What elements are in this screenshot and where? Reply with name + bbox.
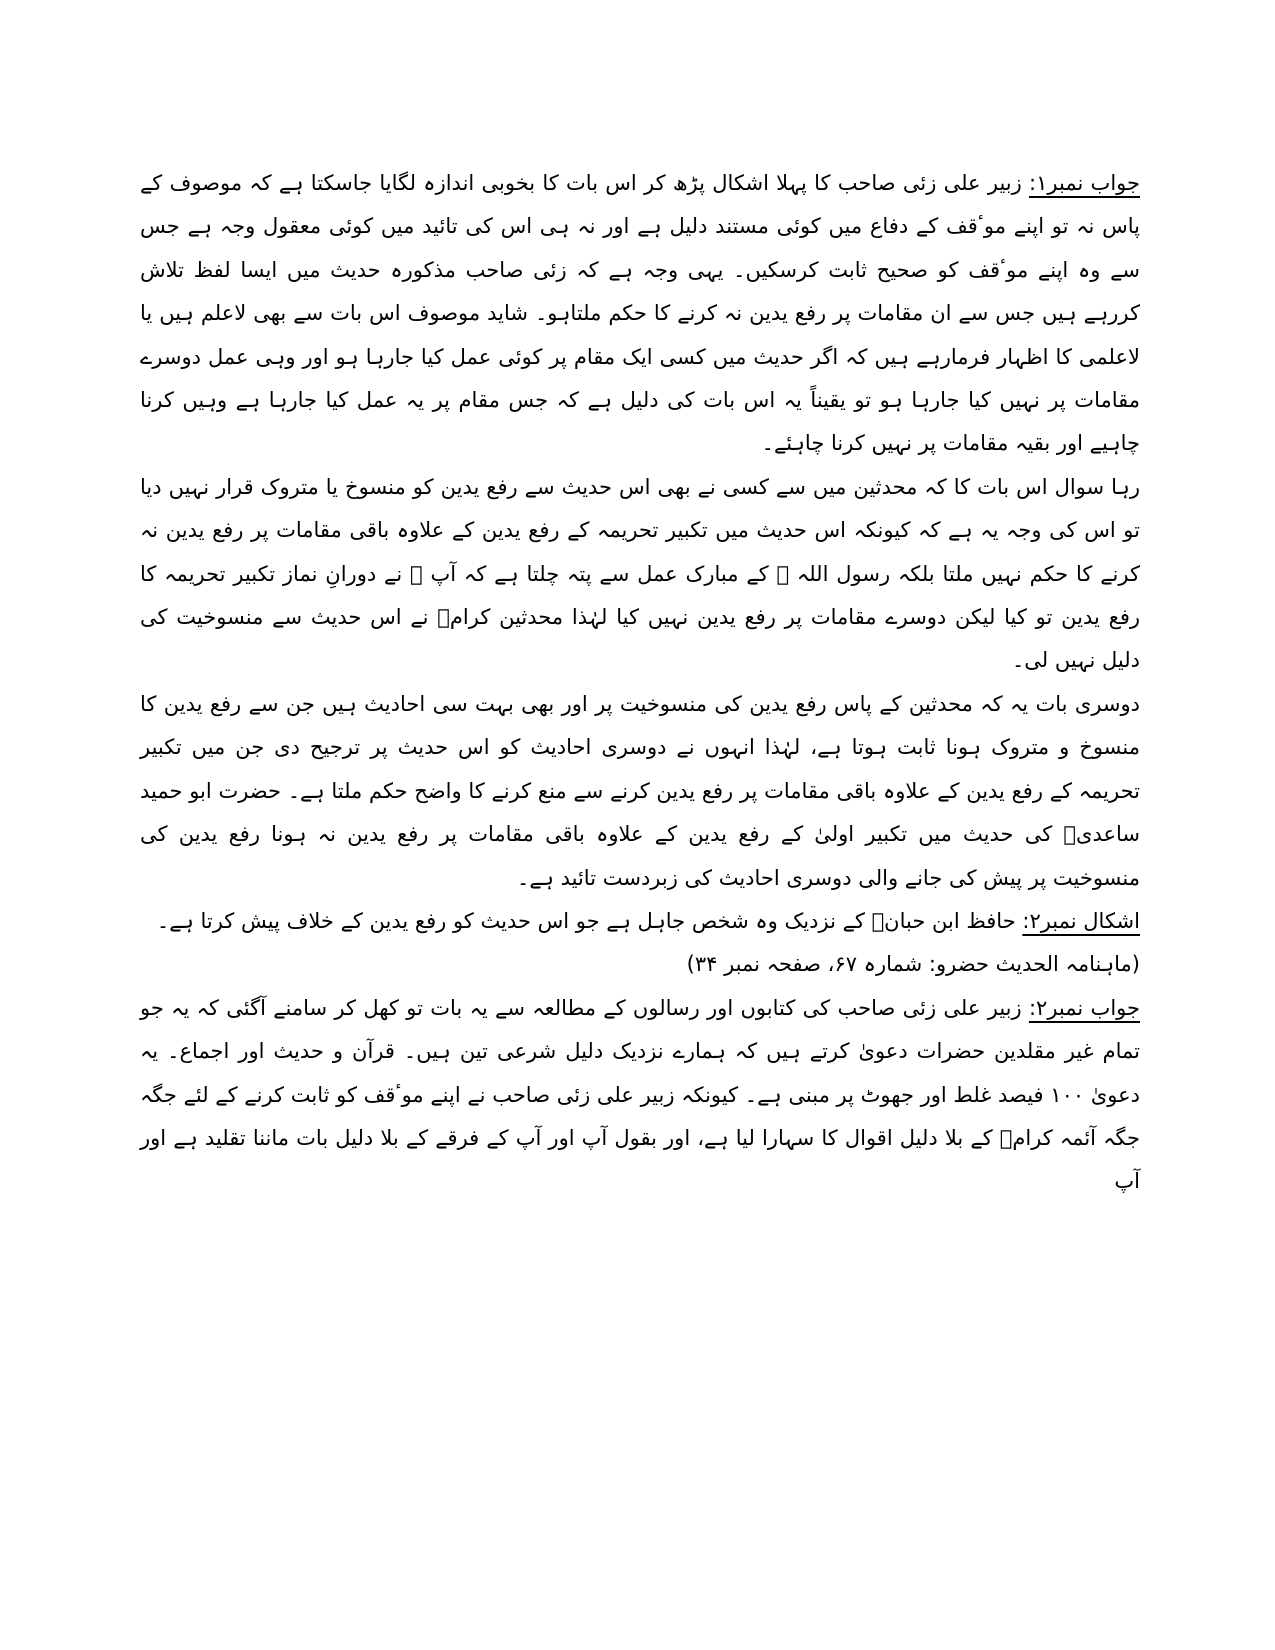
objection-2-text: حافظ ابن حبانؒ کے نزدیک وہ شخص جاہل ہے جو اس حدیث کو رفع یدین کے خلاف پیش کرتا ہے۔ — [156, 908, 1023, 933]
objection-2-paragraph — [140, 900, 1140, 943]
answer-1-label: جواب نمبر۱: — [1029, 171, 1140, 195]
answer-2-paragraph — [140, 987, 1140, 1204]
objection-2-reference-text: (ماہنامہ الحدیث حضرو: شمارہ ۶۷، صفحہ نمبر ۳۴) — [686, 952, 1140, 977]
objection-2-label: اشکال نمبر۲: — [1022, 908, 1140, 933]
answer-2-text: زبیر علی زئی صاحب کی کتابوں اور رسالوں کے مطالعہ سے یہ بات تو کھل کر سامنے آگئی کہ یہ جو تمام غیر مقلدین حضرات دعویٰ کرتے ہیں کہ ہمارے نزدیک دلیل شرعی تین ہیں۔ قرآن و حدیث اور اجماع۔ یہ دعویٰ ۱۰۰ فیصد غلط اور جھوٹ پر مبنی ہے۔ کیونکہ زبیر علی زئی صاحب نے اپنے موٴقف کو ثابت کرنے کے لئے جگہ جگہ آئمہ کرامؒ کے بلا دلیل اقوال کا سہارا لیا ہے، اور بقول آپ اور آپ کے فرقے کے بلا دلیل بات ماننا تقلید ہے اور آپ — [140, 995, 1140, 1194]
answer-1-text: زبیر علی زئی صاحب کا پہلا اشکال پڑھ کر اس بات کا بخوبی اندازہ لگایا جاسکتا ہے کہ موصوف کے پاس نہ تو اپنے موٴقف کے دفاع میں کوئی مستند دلیل ہے اور نہ ہی اس کی تائید میں کوئی معقول وجہ ہے جس سے وہ اپنے موٴقف کو صحیح ثابت کرسکیں۔ یہی وجہ ہے کہ زئی صاحب مذکورہ حدیث میں ایسا لفظ تلاش کررہے ہیں جس سے ان مقامات پر رفع یدین نہ کرنے کا حکم ملتاہو۔ شاید موصوف اس بات سے بھی لاعلم ہیں یا لاعلمی کا اظہار فرمارہے ہیں کہ اگر حدیث میں کسی ایک مقام پر کوئی عمل کیا جارہا ہو اور وہی عمل دوسرے مقامات پر نہیں کیا جارہا ہو تو یقیناً یہ اس بات کی دلیل ہے کہ جس مقام پر یہ عمل کیا جارہا ہے وہیں کرنا چاہیے اور بقیہ مقامات پر نہیں کرنا چاہئے۔ — [140, 171, 1140, 456]
document-page — [140, 162, 1140, 1204]
answer-1-paragraph — [140, 162, 1140, 466]
answer-2-label: جواب نمبر۲: — [1028, 995, 1140, 1020]
second-point-text: دوسری بات یہ کہ محدثین کے پاس رفع یدین کی منسوخیت پر اور بھی بہت سی احادیث ہیں جن سے رفع یدین کا منسوخ و متروک ہونا ثابت ہوتا ہے، لہٰذا انہوں نے دوسری احادیث کو اس حدیث پر ترجیح دی جن میں تکبیر تحریمہ کے رفع یدین کے علاوہ باقی مقامات پر رفع یدین کرنے سے منع کرنے کا واضح حکم ملتا ہے۔ حضرت ابو حمید ساعدیؓ کی حدیث میں تکبیر اولیٰ کے رفع یدین کے علاوہ باقی مقامات پر رفع یدین نہ ہونا رفع یدین کی منسوخیت پر پیش کی جانے والی دوسری احادیث کی زبردست تائید ہے۔ — [140, 691, 1140, 890]
objection-2-reference — [140, 943, 1140, 986]
muhaddithin-question-paragraph — [140, 466, 1140, 683]
second-point-paragraph — [140, 683, 1140, 900]
muhaddithin-question-text: رہا سوال اس بات کا کہ محدثین میں سے کسی نے بھی اس حدیث سے رفع یدین کو منسوخ یا متروک قرار نہیں دیا تو اس کی وجہ یہ ہے کہ کیونکہ اس حدیث میں تکبیر تحریمہ کے رفع یدین کے علاوہ باقی مقامات پر رفع یدین نہ کرنے کا حکم نہیں ملتا بلکہ رسول اللہ ﷺ کے مبارک عمل سے پتہ چلتا ہے کہ آپ ﷺ نے دورانِ نماز تکبیر تحریمہ کا رفع یدین تو کیا لیکن دوسرے مقامات پر رفع یدین نہیں کیا لہٰذا محدثین کرامؒ نے اس حدیث سے منسوخیت کی دلیل نہیں لی۔ — [140, 474, 1140, 673]
